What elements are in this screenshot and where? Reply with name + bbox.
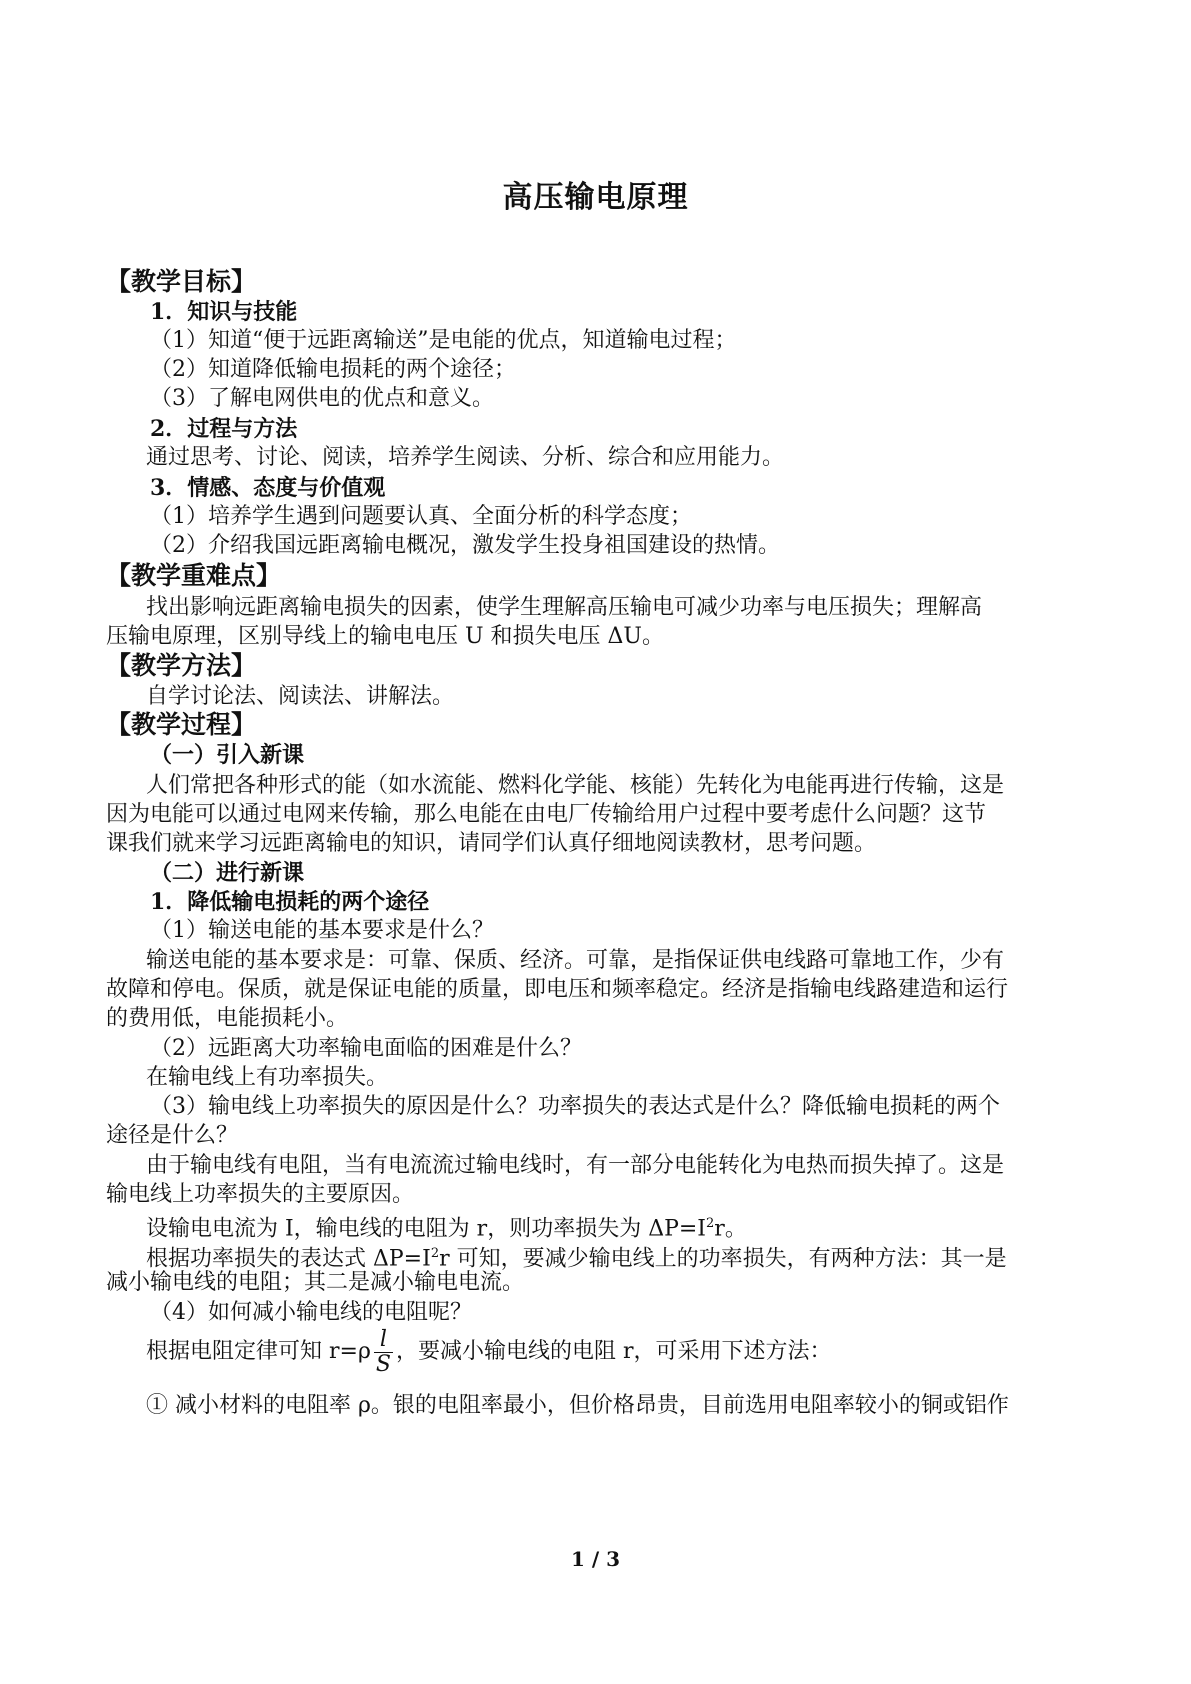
fraction-denominator: S — [375, 1351, 391, 1377]
question-1: （1）输送电能的基本要求是什么？ — [150, 918, 494, 943]
answer-3-line-5: 减小输电线的电阻；其二是减小输电电流。 — [106, 1270, 525, 1295]
goal-knowledge-3: （3）了解电网供电的优点和意义。 — [150, 386, 494, 411]
subheading-new-lesson: （二）进行新课 — [150, 860, 305, 886]
methods-line-1: 自学讨论法、阅读法、讲解法。 — [146, 684, 455, 709]
answer-4-text: 根据电阻定律可知 r=ρ — [146, 1339, 371, 1364]
section-heading-process: 【教学过程】 — [106, 710, 257, 739]
subheading-two-ways: 1．降低输电损耗的两个途径 — [150, 889, 430, 915]
subheading-values: 3．情感、态度与价值观 — [150, 475, 386, 501]
answer-3-line-4-text: 根据功率损失的表达式 ΔP=I — [146, 1246, 431, 1272]
answer-1-line-2: 故障和停电。保质，就是保证电能的质量，即电压和频率稳定。经济是指输电线路建造和运行 — [106, 977, 1009, 1002]
exponent: 2 — [706, 1216, 715, 1231]
answer-1-line-1: 输送电能的基本要求是：可靠、保质、经济。可靠，是指保证供电线路可靠地工作，少有 — [146, 948, 1005, 973]
section-heading-difficulties: 【教学重难点】 — [106, 561, 282, 590]
answer-3-line-3-tail: r。 — [714, 1216, 747, 1242]
question-3-line-2: 途径是什么？ — [106, 1123, 239, 1148]
exponent: 2 — [430, 1246, 440, 1261]
answer-4-tail: ，要减小输电线的电阻 r，可采用下述方法： — [395, 1339, 832, 1364]
answer-1-line-3: 的费用低，电能损耗小。 — [106, 1006, 349, 1031]
intro-line-1: 人们常把各种形式的能（如水流能、燃料化学能、核能）先转化为电能再进行传输，这是 — [146, 773, 1005, 798]
goal-values-1: （1）培养学生遇到问题要认真、全面分析的科学态度； — [150, 504, 692, 529]
difficulties-line-2: 压输电原理，区别导线上的输电电压 U 和损失电压 ΔU。 — [106, 624, 664, 649]
question-2: （2）远距离大功率输电面临的困难是什么？ — [150, 1036, 582, 1061]
answer-3-line-2: 输电线上功率损失的主要原因。 — [106, 1182, 415, 1207]
intro-line-2: 因为电能可以通过电网来传输，那么电能在由电厂传输给用户过程中要考虑什么问题？这节 — [106, 802, 987, 827]
fraction-numerator: l — [374, 1328, 393, 1353]
goal-knowledge-2: （2）知道降低输电损耗的两个途径； — [150, 357, 516, 382]
goal-knowledge-1: （1）知道“便于远距离输送”是电能的优点，知道输电过程； — [150, 328, 737, 353]
intro-line-3: 课我们就来学习远距离输电的知识，请同学们认真仔细地阅读教材，思考问题。 — [106, 831, 877, 856]
section-heading-goals: 【教学目标】 — [106, 267, 257, 296]
question-4: （4）如何减小输电线的电阻呢？ — [150, 1300, 472, 1325]
difficulties-line-1: 找出影响远距离输电损失的因素，使学生理解高压输电可减少功率与电压损失；理解高 — [146, 595, 983, 620]
section-heading-methods: 【教学方法】 — [106, 651, 257, 680]
answer-4-formula-line — [146, 1322, 831, 1382]
page-number: 1 / 3 — [570, 1547, 621, 1571]
method-1-line: ① 减小材料的电阻率 ρ。银的电阻率最小，但价格昂贵，目前选用电阻率较小的铜或铝作 — [146, 1393, 1009, 1418]
subheading-knowledge: 1．知识与技能 — [150, 299, 298, 325]
answer-3-line-3-text: 设输电电流为 I，输电线的电阻为 r，则功率损失为 ΔP=I — [146, 1216, 707, 1242]
answer-3-line-4-tail: r 可知，要减少输电线上的功率损失，有两种方法：其一是 — [439, 1246, 1007, 1272]
subheading-process-method: 2．过程与方法 — [150, 416, 298, 442]
document-title: 高压输电原理 — [502, 180, 689, 215]
resistance-fraction — [374, 1328, 393, 1377]
goal-values-2: （2）介绍我国远距离输电概况，激发学生投身祖国建设的热情。 — [150, 533, 780, 558]
answer-3-line-1: 由于输电线有电阻，当有电流流过输电线时，有一部分电能转化为电热而损失掉了。这是 — [146, 1153, 1005, 1178]
question-3-line-1: （3）输电线上功率损失的原因是什么？功率损失的表达式是什么？降低输电损耗的两个 — [150, 1094, 1000, 1119]
answer-2: 在输电线上有功率损失。 — [146, 1065, 389, 1090]
goal-process-1: 通过思考、讨论、阅读，培养学生阅读、分析、综合和应用能力。 — [146, 445, 785, 470]
subheading-intro: （一）引入新课 — [150, 742, 305, 768]
